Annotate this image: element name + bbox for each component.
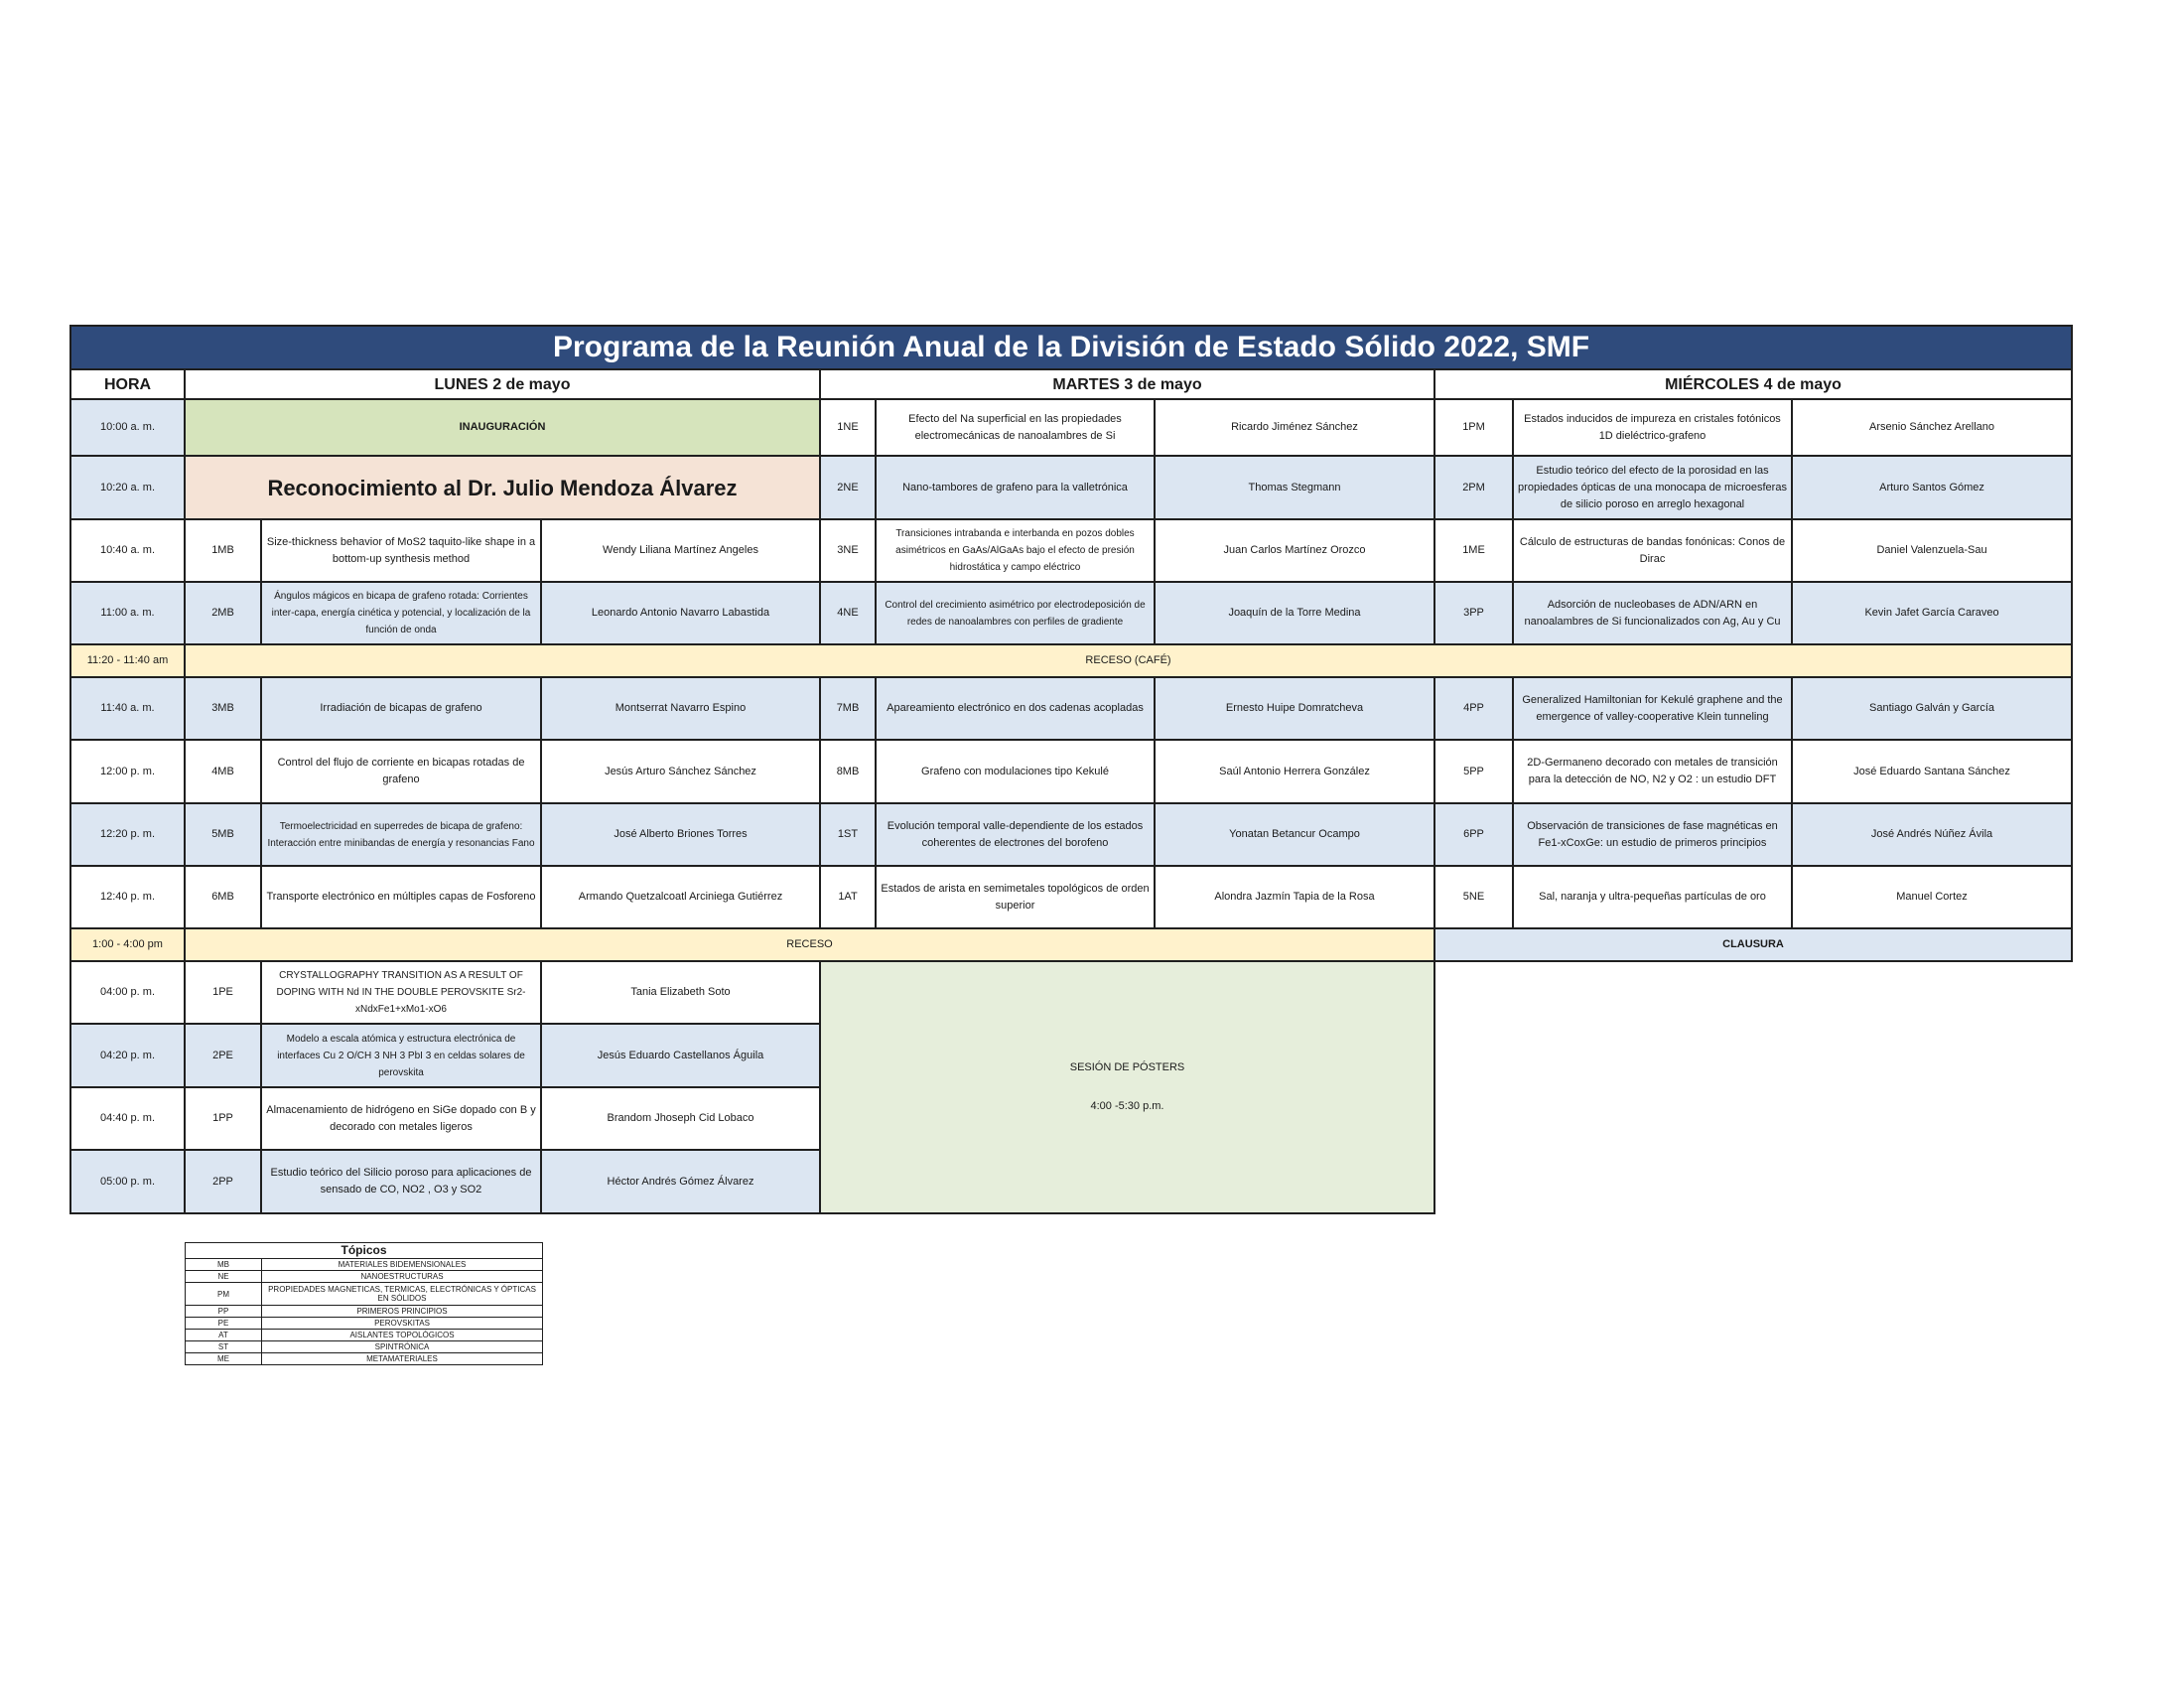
talk-speaker: Montserrat Navarro Espino	[541, 677, 820, 740]
talk-code: 4NE	[820, 582, 876, 644]
talk-title: Transporte electrónico en múltiples capas de Fosforeno	[261, 866, 541, 928]
table-row	[70, 928, 2072, 961]
talk-title: Estudio teórico del Silicio poroso para aplicaciones de sensado de CO, NO2 , O3 y SO2	[261, 1150, 541, 1213]
table-row	[70, 803, 2072, 866]
talk-title: Estados inducidos de impureza en cristales fotónicos 1D dieléctrico-grafeno	[1513, 399, 1792, 456]
topics-legend	[185, 1242, 543, 1365]
talk-title: Size-thickness behavior of MoS2 taquito-like shape in a bottom-up synthesis method	[261, 519, 541, 582]
talk-code: 8MB	[820, 740, 876, 803]
table-row	[70, 519, 2072, 582]
talk-speaker: Jesús Eduardo Castellanos Águila	[541, 1024, 820, 1087]
topic-code: PP	[186, 1306, 262, 1318]
time-cell: 12:20 p. m.	[70, 803, 185, 866]
talk-speaker: Joaquín de la Torre Medina	[1155, 582, 1434, 644]
table-row	[70, 456, 2072, 519]
talk-code: 6PP	[1434, 803, 1513, 866]
talk-title: Termoelectricidad en superredes de bicapa de grafeno: Interacción entre minibandas de energía y resonancias Fano	[261, 803, 541, 866]
talk-speaker: Juan Carlos Martínez Orozco	[1155, 519, 1434, 582]
talk-speaker: Héctor Andrés Gómez Álvarez	[541, 1150, 820, 1213]
break-time: 11:20 - 11:40 am	[70, 644, 185, 677]
poster-session-time: 4:00 -5:30 p.m.	[1090, 1100, 1164, 1112]
talk-speaker: José Eduardo Santana Sánchez	[1792, 740, 2072, 803]
talk-code: 1PM	[1434, 399, 1513, 456]
time-cell: 10:20 a. m.	[70, 456, 185, 519]
time-cell: 11:40 a. m.	[70, 677, 185, 740]
talk-title: 2D-Germaneno decorado con metales de transición para la detección de NO, N2 y O2 : un estudio DFT	[1513, 740, 1792, 803]
empty-area	[1434, 961, 2072, 1213]
talk-title: Control del flujo de corriente en bicapas rotadas de grafeno	[261, 740, 541, 803]
talk-speaker: Kevin Jafet García Caraveo	[1792, 582, 2072, 644]
time-cell: 12:00 p. m.	[70, 740, 185, 803]
talk-title: Estados de arista en semimetales topológicos de orden superior	[876, 866, 1155, 928]
time-cell: 04:20 p. m.	[70, 1024, 185, 1087]
topic-name: SPINTRÓNICA	[262, 1341, 543, 1353]
talk-title: Cálculo de estructuras de bandas fonónicas: Conos de Dirac	[1513, 519, 1792, 582]
talk-code: 2PM	[1434, 456, 1513, 519]
header-hora: HORA	[70, 369, 185, 399]
table-row	[70, 582, 2072, 644]
table-row	[70, 644, 2072, 677]
table-row	[70, 677, 2072, 740]
talk-speaker: Jesús Arturo Sánchez Sánchez	[541, 740, 820, 803]
talk-code: 4MB	[185, 740, 261, 803]
topic-name: NANOESTRUCTURAS	[262, 1271, 543, 1283]
talk-code: 3NE	[820, 519, 876, 582]
clausura-cell: CLAUSURA	[1434, 928, 2072, 961]
talk-title: Nano-tambores de grafeno para la valletrónica	[876, 456, 1155, 519]
talk-speaker: Ricardo Jiménez Sánchez	[1155, 399, 1434, 456]
topic-code: MB	[186, 1259, 262, 1271]
talk-speaker: Arturo Santos Gómez	[1792, 456, 2072, 519]
talk-title: Ángulos mágicos en bicapa de grafeno rotada: Corrientes inter-capa, energía cinética y potencial, y localización de la función de onda	[261, 582, 541, 644]
table-row	[70, 740, 2072, 803]
topic-name: PEROVSKITAS	[262, 1318, 543, 1330]
talk-title: Transiciones intrabanda e interbanda en pozos dobles asimétricos en GaAs/AlGaAs bajo el efecto de presión hidrostática y campo eléctrico	[876, 519, 1155, 582]
talk-code: 6MB	[185, 866, 261, 928]
talk-speaker: José Alberto Briones Torres	[541, 803, 820, 866]
talk-code: 5PP	[1434, 740, 1513, 803]
talk-speaker: Manuel Cortez	[1792, 866, 2072, 928]
talk-code: 2NE	[820, 456, 876, 519]
table-row	[70, 399, 2072, 456]
time-cell: 10:00 a. m.	[70, 399, 185, 456]
schedule-table	[69, 325, 2073, 1214]
time-cell: 11:00 a. m.	[70, 582, 185, 644]
topic-code: NE	[186, 1271, 262, 1283]
talk-code: 1ST	[820, 803, 876, 866]
lunch-break-label: RECESO	[185, 928, 1434, 961]
talk-code: 2MB	[185, 582, 261, 644]
talk-title: Adsorción de nucleobases de ADN/ARN en nanoalambres de Si funcionalizados con Ag, Au y Cu	[1513, 582, 1792, 644]
talk-code: 7MB	[820, 677, 876, 740]
page-title: Programa de la Reunión Anual de la División de Estado Sólido 2022, SMF	[70, 326, 2072, 369]
topic-code: ME	[186, 1353, 262, 1365]
talk-code: 5NE	[1434, 866, 1513, 928]
talk-code: 3PP	[1434, 582, 1513, 644]
talk-title: Estudio teórico del efecto de la porosidad en las propiedades ópticas de una monocapa de microesferas de silicio poroso en arreglo hexagonal	[1513, 456, 1792, 519]
table-row	[70, 961, 2072, 1024]
poster-session-cell	[820, 961, 1434, 1213]
time-cell: 04:40 p. m.	[70, 1087, 185, 1150]
talk-code: 3MB	[185, 677, 261, 740]
talk-speaker: Saúl Antonio Herrera González	[1155, 740, 1434, 803]
talk-title: CRYSTALLOGRAPHY TRANSITION AS A RESULT OF DOPING WITH Nd IN THE DOUBLE PEROVSKITE Sr2-xNdxFe1+xMo1-xO6	[261, 961, 541, 1024]
time-cell: 05:00 p. m.	[70, 1150, 185, 1213]
talk-speaker: José Andrés Núñez Ávila	[1792, 803, 2072, 866]
coffee-break-label: RECESO (CAFÉ)	[185, 644, 2072, 677]
header-martes: MARTES 3 de mayo	[820, 369, 1434, 399]
talk-title: Modelo a escala atómica y estructura electrónica de interfaces Cu 2 O/CH 3 NH 3 PbI 3 en celdas solares de perovskita	[261, 1024, 541, 1087]
time-cell: 10:40 a. m.	[70, 519, 185, 582]
topic-code: AT	[186, 1330, 262, 1341]
talk-code: 4PP	[1434, 677, 1513, 740]
talk-title: Observación de transiciones de fase magnéticas en Fe1-xCoxGe: un estudio de primeros principios	[1513, 803, 1792, 866]
talk-speaker: Armando Quetzalcoatl Arciniega Gutiérrez	[541, 866, 820, 928]
talk-code: 1PP	[185, 1087, 261, 1150]
talk-speaker: Leonardo Antonio Navarro Labastida	[541, 582, 820, 644]
talk-title: Evolución temporal valle-dependiente de los estados coherentes de electrones del borofeno	[876, 803, 1155, 866]
talk-speaker: Arsenio Sánchez Arellano	[1792, 399, 2072, 456]
talk-code: 1NE	[820, 399, 876, 456]
talk-speaker: Ernesto Huipe Domratcheva	[1155, 677, 1434, 740]
talk-code: 1AT	[820, 866, 876, 928]
header-lunes: LUNES 2 de mayo	[185, 369, 820, 399]
talk-title: Grafeno con modulaciones tipo Kekulé	[876, 740, 1155, 803]
talk-code: 5MB	[185, 803, 261, 866]
topic-code: PM	[186, 1283, 262, 1306]
topic-name: MATERIALES BIDEMENSIONALES	[262, 1259, 543, 1271]
topic-name: AISLANTES TOPOLÓGICOS	[262, 1330, 543, 1341]
talk-speaker: Alondra Jazmín Tapia de la Rosa	[1155, 866, 1434, 928]
header-miercoles: MIÉRCOLES 4 de mayo	[1434, 369, 2072, 399]
talk-speaker: Daniel Valenzuela-Sau	[1792, 519, 2072, 582]
talk-code: 1PE	[185, 961, 261, 1024]
topic-code: ST	[186, 1341, 262, 1353]
reconocimiento-cell: Reconocimiento al Dr. Julio Mendoza Álvarez	[185, 456, 820, 519]
talk-speaker: Wendy Liliana Martínez Angeles	[541, 519, 820, 582]
talk-title: Generalized Hamiltonian for Kekulé graphene and the emergence of valley-cooperative Klein tunneling	[1513, 677, 1792, 740]
table-row	[70, 866, 2072, 928]
talk-title: Almacenamiento de hidrógeno en SiGe dopado con B y decorado con metales ligeros	[261, 1087, 541, 1150]
talk-speaker: Tania Elizabeth Soto	[541, 961, 820, 1024]
talk-title: Control del crecimiento asimétrico por electrodeposición de redes de nanoalambres con perfiles de gradiente	[876, 582, 1155, 644]
inauguracion-cell: INAUGURACIÓN	[185, 399, 820, 456]
talk-speaker: Yonatan Betancur Ocampo	[1155, 803, 1434, 866]
time-cell: 12:40 p. m.	[70, 866, 185, 928]
talk-title: Sal, naranja y ultra-pequeñas partículas de oro	[1513, 866, 1792, 928]
talk-speaker: Brandom Jhoseph Cid Lobaco	[541, 1087, 820, 1150]
break-time: 1:00 - 4:00 pm	[70, 928, 185, 961]
talk-title: Apareamiento electrónico en dos cadenas acopladas	[876, 677, 1155, 740]
talk-speaker: Thomas Stegmann	[1155, 456, 1434, 519]
topic-name: PRIMEROS PRINCIPIOS	[262, 1306, 543, 1318]
topic-name: PROPIEDADES MAGNETICAS, TERMICAS, ELECTRÓNICAS Y ÓPTICAS EN SÓLIDOS	[262, 1283, 543, 1306]
topics-title: Tópicos	[186, 1243, 543, 1259]
topic-code: PE	[186, 1318, 262, 1330]
poster-session-label: SESIÓN DE PÓSTERS	[1069, 1061, 1185, 1073]
talk-code: 2PE	[185, 1024, 261, 1087]
talk-title: Irradiación de bicapas de grafeno	[261, 677, 541, 740]
talk-code: 1ME	[1434, 519, 1513, 582]
talk-code: 1MB	[185, 519, 261, 582]
time-cell: 04:00 p. m.	[70, 961, 185, 1024]
topic-name: METAMATERIALES	[262, 1353, 543, 1365]
talk-code: 2PP	[185, 1150, 261, 1213]
talk-speaker: Santiago Galván y García	[1792, 677, 2072, 740]
talk-title: Efecto del Na superficial en las propiedades electromecánicas de nanoalambres de Si	[876, 399, 1155, 456]
